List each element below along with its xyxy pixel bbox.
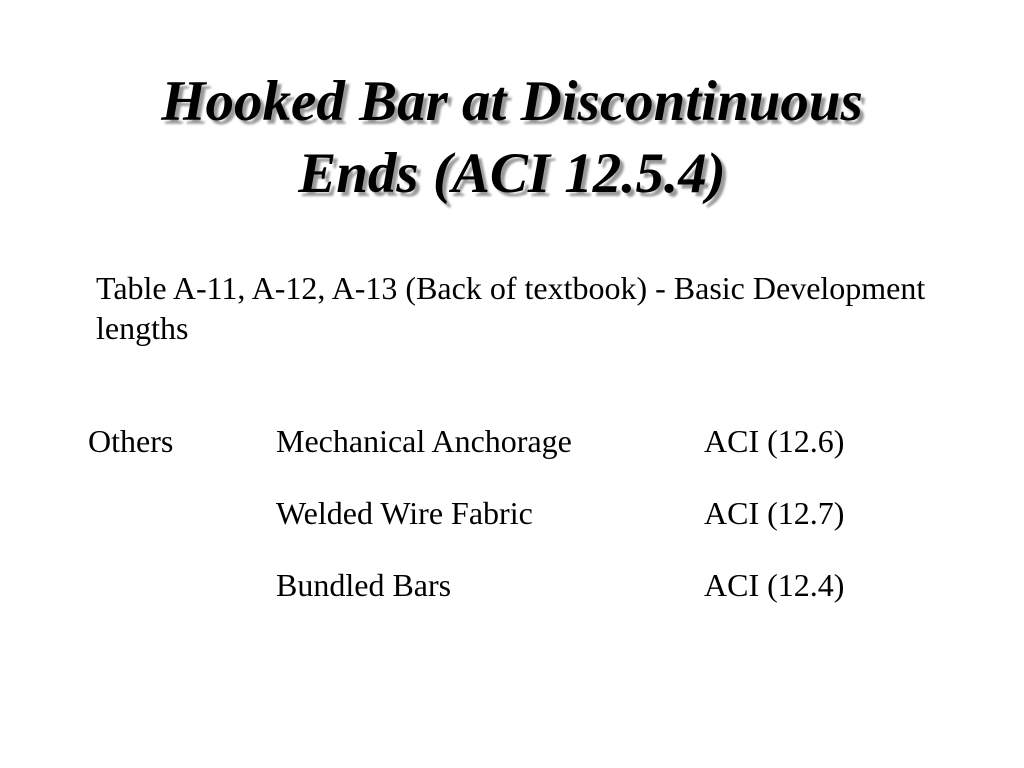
- others-item-bundled-bars: Bundled Bars: [276, 567, 452, 603]
- others-label: Others: [88, 423, 174, 459]
- slide-title-line-2: Ends (ACI 12.5.4): [298, 142, 726, 205]
- slide-title-line-1: Hooked Bar at Discontinuous: [161, 70, 863, 133]
- others-item-welded-wire-fabric: Welded Wire Fabric: [276, 495, 533, 531]
- intro-text: Table A-11, A-12, A-13 (Back of textbook) - Basic Development lengths: [96, 270, 926, 346]
- others-ref-mechanical-anchorage: ACI (12.6): [704, 423, 845, 459]
- others-item-mechanical-anchorage: Mechanical Anchorage: [276, 423, 572, 459]
- others-ref-welded-wire-fabric: ACI (12.7): [704, 495, 845, 531]
- others-ref-bundled-bars: ACI (12.4): [704, 567, 845, 603]
